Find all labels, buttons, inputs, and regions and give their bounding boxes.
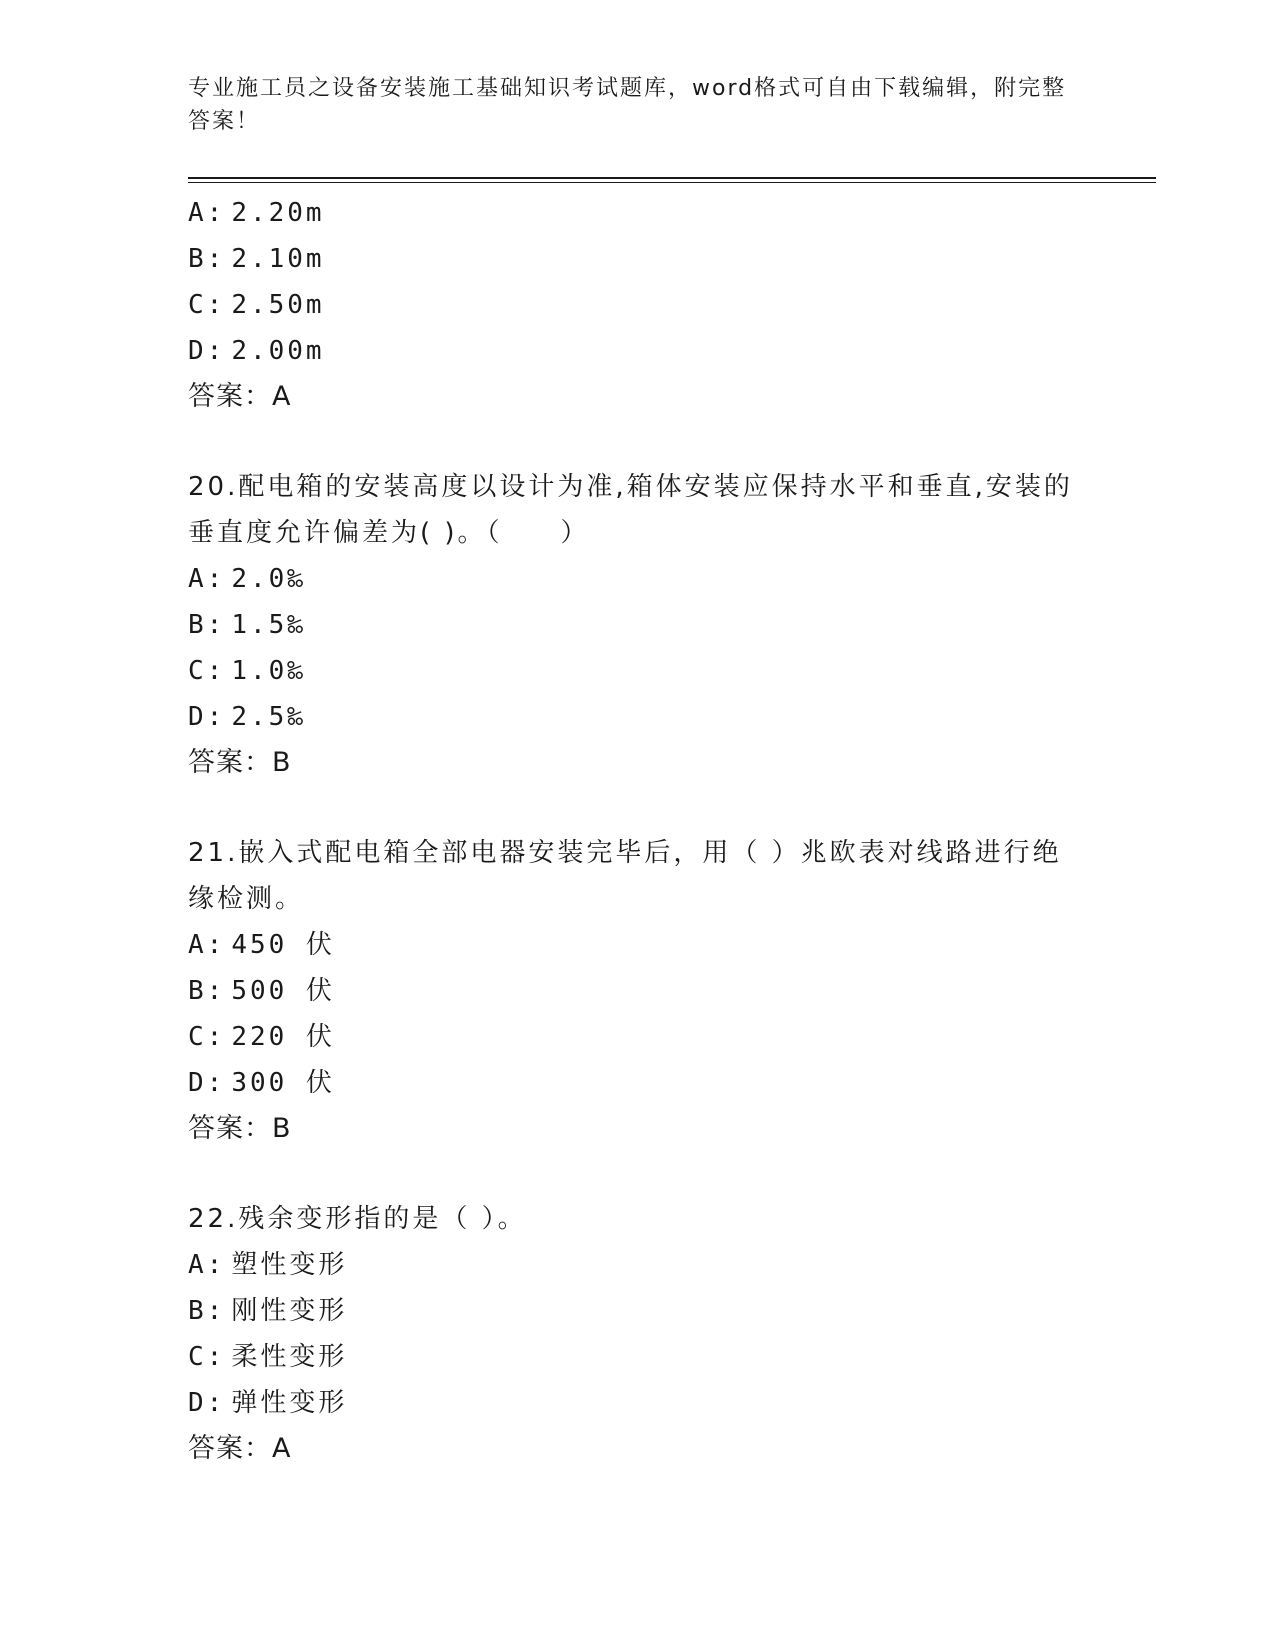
option-b: B: 500 伏 — [188, 976, 335, 1006]
answer-value: B — [272, 747, 292, 778]
question-stem: 20.配电箱的安装高度以设计为准,箱体安装应保持水平和垂直,安装的垂直度允许偏差为( )。（ ） — [188, 472, 1073, 548]
header-divider-thin — [188, 182, 1156, 183]
question-19-continued — [188, 190, 1088, 420]
answer-value: A — [272, 1433, 292, 1464]
question-21 — [188, 830, 1088, 1152]
answer-line: 答案：B — [188, 1113, 292, 1144]
option-b: B: 1.5‰ — [188, 610, 306, 640]
question-list — [188, 190, 1088, 1472]
answer-value: B — [272, 1113, 292, 1144]
option-d: D: 2.5‰ — [188, 702, 306, 732]
document-title: 专业施工员之设备安装施工基础知识考试题库，word格式可自由下载编辑，附完整答案！ — [188, 76, 1067, 134]
question-22 — [188, 1196, 1088, 1472]
option-b: B: 2.10m — [188, 244, 325, 274]
answer-line: 答案：A — [188, 381, 292, 412]
option-c: C: 2.50m — [188, 290, 325, 320]
option-c: C: 1.0‰ — [188, 656, 306, 686]
option-d: D: 2.00m — [188, 336, 325, 366]
option-a: A: 2.20m — [188, 198, 325, 228]
option-a: A: 450 伏 — [188, 930, 335, 960]
page-header — [188, 72, 1068, 138]
header-divider-thick — [188, 177, 1156, 179]
question-20 — [188, 464, 1088, 786]
option-c: C: 柔性变形 — [188, 1342, 348, 1372]
question-stem: 22.残余变形指的是（ ）。 — [188, 1204, 527, 1234]
answer-line: 答案：B — [188, 747, 292, 778]
answer-line: 答案：A — [188, 1433, 292, 1464]
option-a: A: 塑性变形 — [188, 1250, 348, 1280]
answer-value: A — [272, 381, 292, 412]
option-b: B: 刚性变形 — [188, 1296, 348, 1326]
option-d: D: 弹性变形 — [188, 1388, 348, 1418]
question-stem: 21.嵌入式配电箱全部电器安装完毕后，用（ ）兆欧表对线路进行绝缘检测。 — [188, 838, 1062, 914]
option-a: A: 2.0‰ — [188, 564, 306, 594]
option-c: C: 220 伏 — [188, 1022, 335, 1052]
option-d: D: 300 伏 — [188, 1068, 335, 1098]
